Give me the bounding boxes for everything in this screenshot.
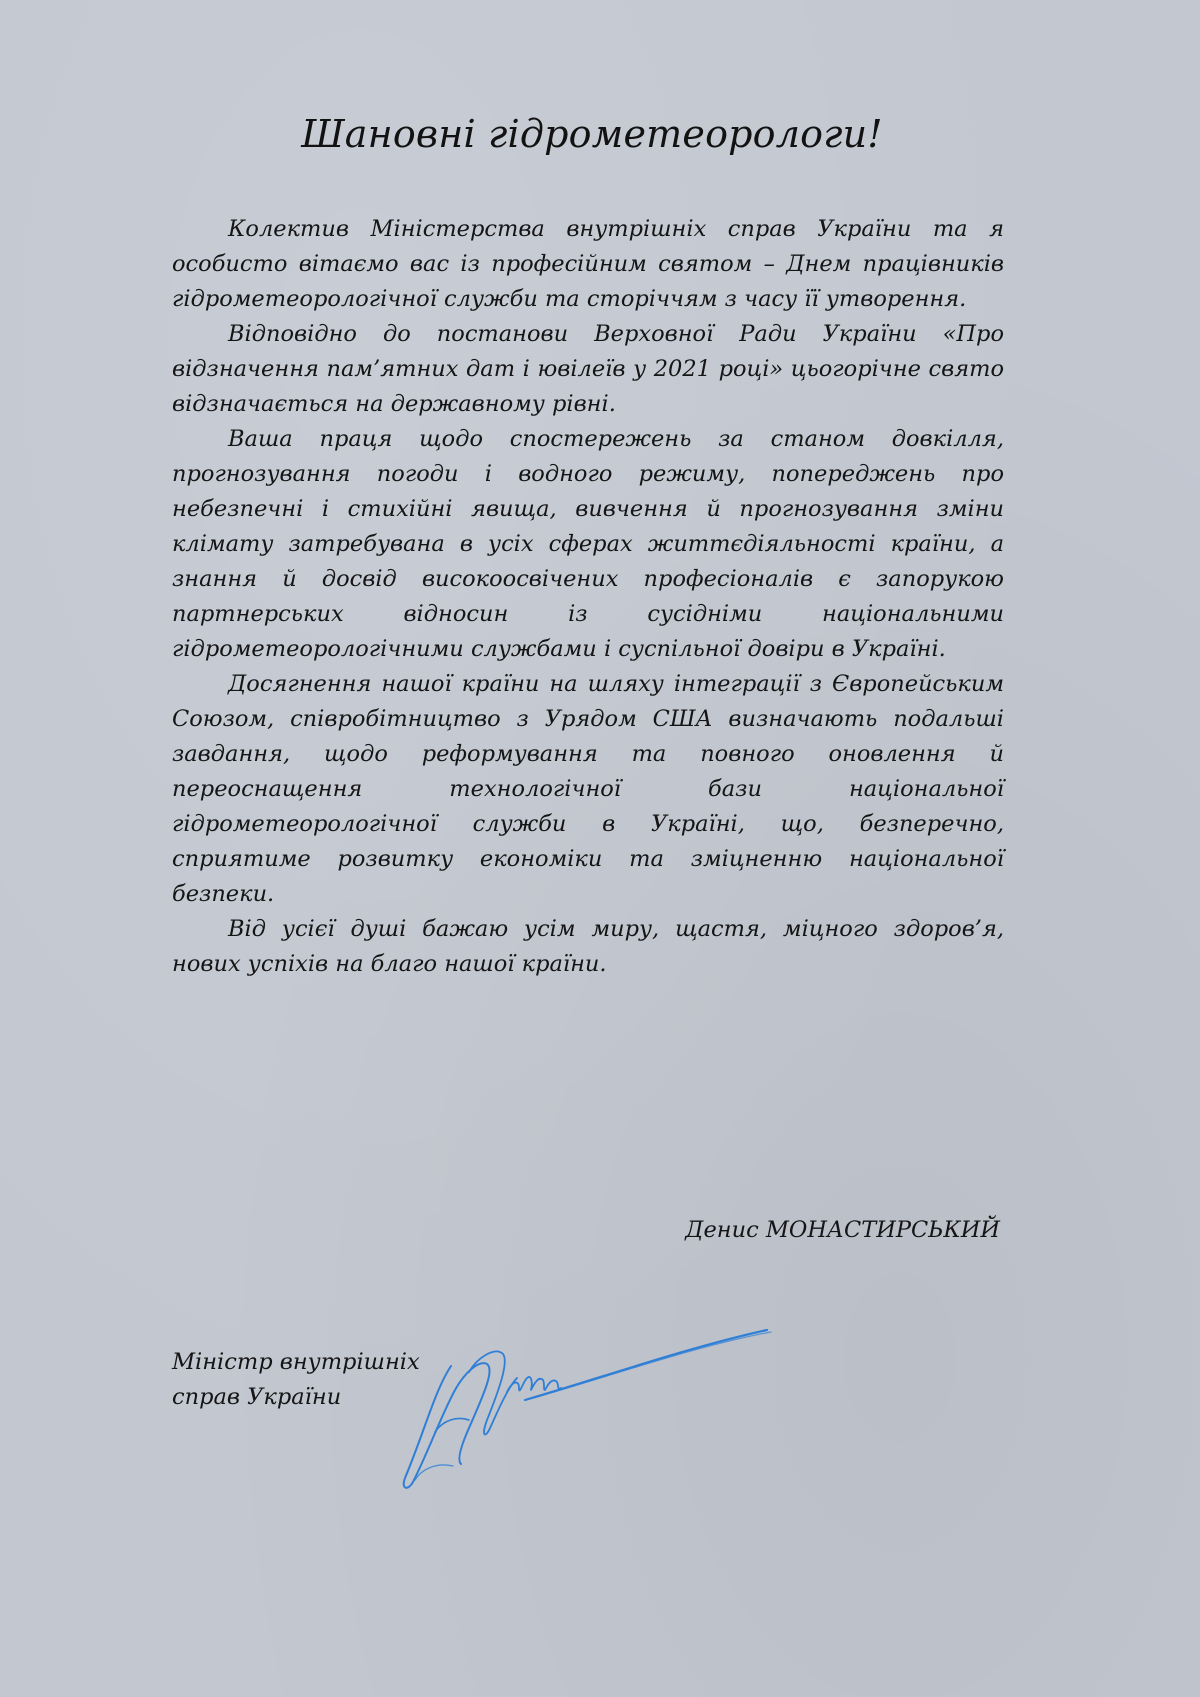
- signer-position-line-2: справ України: [172, 1384, 342, 1410]
- signer-position-line-1: Міністр внутрішніх: [172, 1349, 420, 1375]
- letter-title: Шановні гідрометеорологи!: [301, 112, 883, 156]
- letter-body: [172, 212, 1004, 982]
- signer-name: Денис МОНАСТИРСЬКИЙ: [685, 1217, 1000, 1243]
- paragraph-greeting: Колектив Міністерства внутрішніх справ України та я особисто вітаємо вас із професійним святом – Днем працівників гідрометеорологічної служби та сторіччям з часу її утворення.: [172, 216, 1004, 312]
- paragraph-integration: Досягнення нашої країни на шляху інтеграції з Європейським Союзом, співробітництво з Урядом США визначають подальші завдання, щодо реформування та повного оновлення й переоснащення технологічної бази національної гідрометеорологічної служби в Україні, що, безперечно, сприятиме розвитку економіки та зміцненню національної безпеки.: [172, 671, 1004, 907]
- handwritten-signature: [395, 1320, 785, 1500]
- paragraph-resolution: Відповідно до постанови Верховної Ради України «Про відзначення пам’ятних дат і ювілеїв у 2021 році» цьогорічне свято відзначається на державному рівні.: [172, 321, 1004, 417]
- signer-position: [172, 1345, 420, 1415]
- paragraph-work: Ваша праця щодо спостережень за станом довкілля, прогнозування погоди і водного режиму, попереджень про небезпечні і стихійні явища, вивчення й прогнозування зміни клімату затребувана в усіх сферах життєдіяльності країни, а знання й досвід високоосвічених професіоналів є запорукою партнерських відносин із сусідніми національними гідрометеорологічними службами і суспільної довіри в Україні.: [172, 426, 1004, 662]
- paragraph-wishes: Від усієї душі бажаю усім миру, щастя, міцного здоров’я, нових успіхів на благо нашої країни.: [172, 916, 1004, 977]
